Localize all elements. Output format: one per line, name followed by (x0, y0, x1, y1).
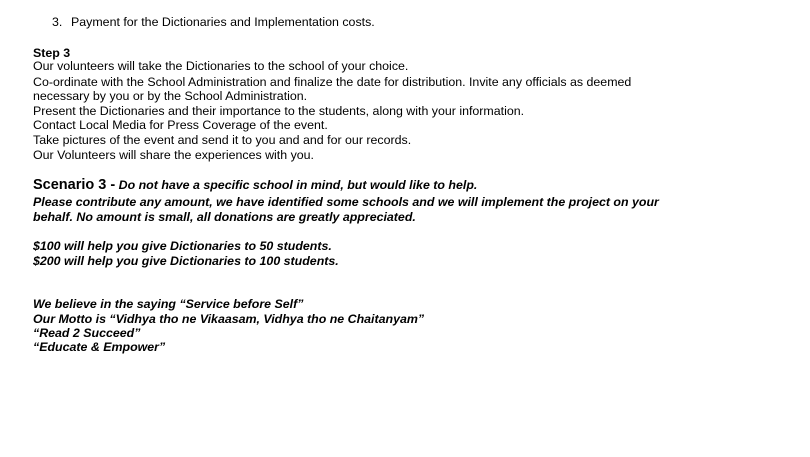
step3-line-1: Our volunteers will take the Dictionaries to the school of your choice. (33, 59, 409, 73)
motto-line-3: “Read 2 Succeed” (33, 326, 141, 340)
motto-line-4: “Educate & Empower” (33, 340, 166, 354)
donation-line-2: $200 will help you give Dictionaries to 100 students. (33, 254, 339, 268)
list-item-number: 3. (52, 15, 63, 29)
step3-heading: Step 3 (33, 46, 71, 60)
list-item-3 (52, 14, 375, 30)
donation-line-1: $100 will help you give Dictionaries to 50 students. (33, 239, 332, 253)
motto-line-2: Our Motto is “Vidhya tho ne Vikaasam, Vidhya tho ne Chaitanyam” (33, 312, 425, 326)
step3-line-2: Co-ordinate with the School Administration and finalize the date for distribution. Invite any officials as deemed (33, 75, 632, 89)
scenario3-line-2: behalf. No amount is small, all donations are greatly appreciated. (33, 210, 416, 224)
step3-line-6: Take pictures of the event and send it to you and and for our records. (33, 133, 412, 147)
motto-line-1: We believe in the saying “Service before Self” (33, 297, 304, 311)
scenario3-title: Scenario 3 - (33, 177, 116, 193)
step3-line-4: Present the Dictionaries and their importance to the students, along with your information. (33, 104, 525, 118)
scenario3-heading (33, 177, 477, 193)
list-item-text: Payment for the Dictionaries and Implementation costs. (71, 15, 375, 29)
scenario3-line-1: Please contribute any amount, we have identified some schools and we will implement the project on your (33, 195, 659, 209)
step3-line-3: necessary by you or by the School Administration. (33, 89, 308, 103)
step3-line-5: Contact Local Media for Press Coverage of the event. (33, 118, 328, 132)
step3-line-7: Our Volunteers will share the experiences with you. (33, 148, 314, 162)
scenario3-subtitle: Do not have a specific school in mind, but would like to help. (118, 178, 478, 192)
